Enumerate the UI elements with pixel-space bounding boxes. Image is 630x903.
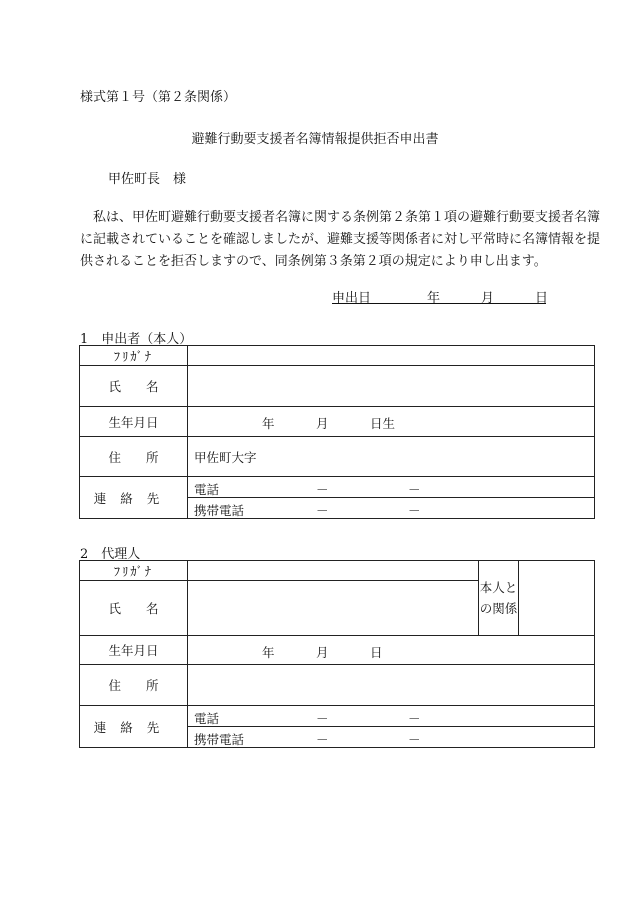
agent-phone-dash-2: － — [408, 711, 421, 726]
agent-birth-year-label: 年 — [262, 645, 275, 660]
application-date-line[interactable] — [332, 287, 549, 306]
contact-label-text: 連絡先 — [93, 490, 174, 506]
applicant-furigana-field[interactable] — [188, 346, 595, 366]
phone-dash-1: － — [316, 482, 329, 497]
date-label: 申出日 — [332, 291, 372, 306]
applicant-furigana-label: ﾌﾘｶﾞﾅ — [80, 346, 188, 366]
applicant-birthdate-label: 生年月日 — [80, 407, 188, 437]
applicant-phone-field[interactable] — [188, 477, 595, 498]
agent-mobile-label: 携帯電話 — [194, 732, 245, 747]
agent-contact-label — [80, 706, 188, 748]
mobile-label: 携帯電話 — [194, 503, 245, 518]
agent-relation-label: 本人との関係 — [479, 561, 519, 636]
date-year-label: 年 — [427, 291, 441, 306]
agent-address-field[interactable] — [188, 665, 595, 706]
section1-heading: 1 申出者（本人） — [80, 332, 193, 347]
applicant-table — [79, 345, 595, 519]
applicant-birthdate-field[interactable] — [188, 407, 595, 437]
agent-table — [79, 560, 595, 748]
mobile-dash-2: － — [408, 503, 421, 518]
agent-furigana-label: ﾌﾘｶﾞﾅ — [80, 561, 188, 581]
agent-mobile-field[interactable] — [188, 727, 595, 748]
applicant-name-field[interactable] — [188, 366, 595, 407]
date-month-label: 月 — [481, 291, 495, 306]
declaration-text: 私は、甲佐町避難行動要支援者名簿に関する条例第２条第１項の避難行動要支援者名簿に記載されていることを確認しましたが、避難支援等関係者に対し平常時に名簿情報を提供されることを拒否しますので、同条例第３条第２項の規定により申し出ます。 — [80, 210, 601, 269]
agent-birth-month-label: 月 — [316, 645, 329, 660]
agent-birthdate-field[interactable] — [188, 636, 595, 665]
section2-heading: 2 代理人 — [80, 547, 141, 562]
agent-phone-field[interactable] — [188, 706, 595, 727]
agent-phone-dash-1: － — [316, 711, 329, 726]
applicant-address-field[interactable]: 甲佐町大字 — [188, 437, 595, 477]
birth-day-label: 日生 — [370, 416, 396, 431]
birth-month-label: 月 — [316, 416, 329, 431]
agent-mobile-dash-1: － — [316, 732, 329, 747]
agent-furigana-field[interactable] — [188, 561, 479, 581]
phone-label: 電話 — [194, 482, 220, 497]
agent-name-label: 氏 名 — [80, 581, 188, 636]
date-day-label: 日 — [535, 291, 549, 306]
applicant-contact-label — [80, 477, 188, 519]
agent-name-field[interactable] — [188, 581, 479, 636]
mobile-dash-1: － — [316, 503, 329, 518]
applicant-address-label: 住 所 — [80, 437, 188, 477]
applicant-name-label: 氏 名 — [80, 366, 188, 407]
addressee: 甲佐町長 様 — [108, 172, 187, 187]
agent-birth-day-label: 日 — [370, 645, 383, 660]
birth-year-label: 年 — [262, 416, 275, 431]
form-number: 様式第１号（第２条関係） — [80, 90, 237, 105]
phone-dash-2: － — [408, 482, 421, 497]
agent-birthdate-label: 生年月日 — [80, 636, 188, 665]
applicant-mobile-field[interactable] — [188, 498, 595, 519]
agent-contact-label-text: 連絡先 — [93, 719, 174, 735]
agent-mobile-dash-2: － — [408, 732, 421, 747]
agent-phone-label: 電話 — [194, 711, 220, 726]
agent-address-label: 住 所 — [80, 665, 188, 706]
document-title: 避難行動要支援者名簿情報提供拒否申出書 — [191, 132, 439, 147]
agent-relation-field[interactable] — [519, 561, 595, 636]
